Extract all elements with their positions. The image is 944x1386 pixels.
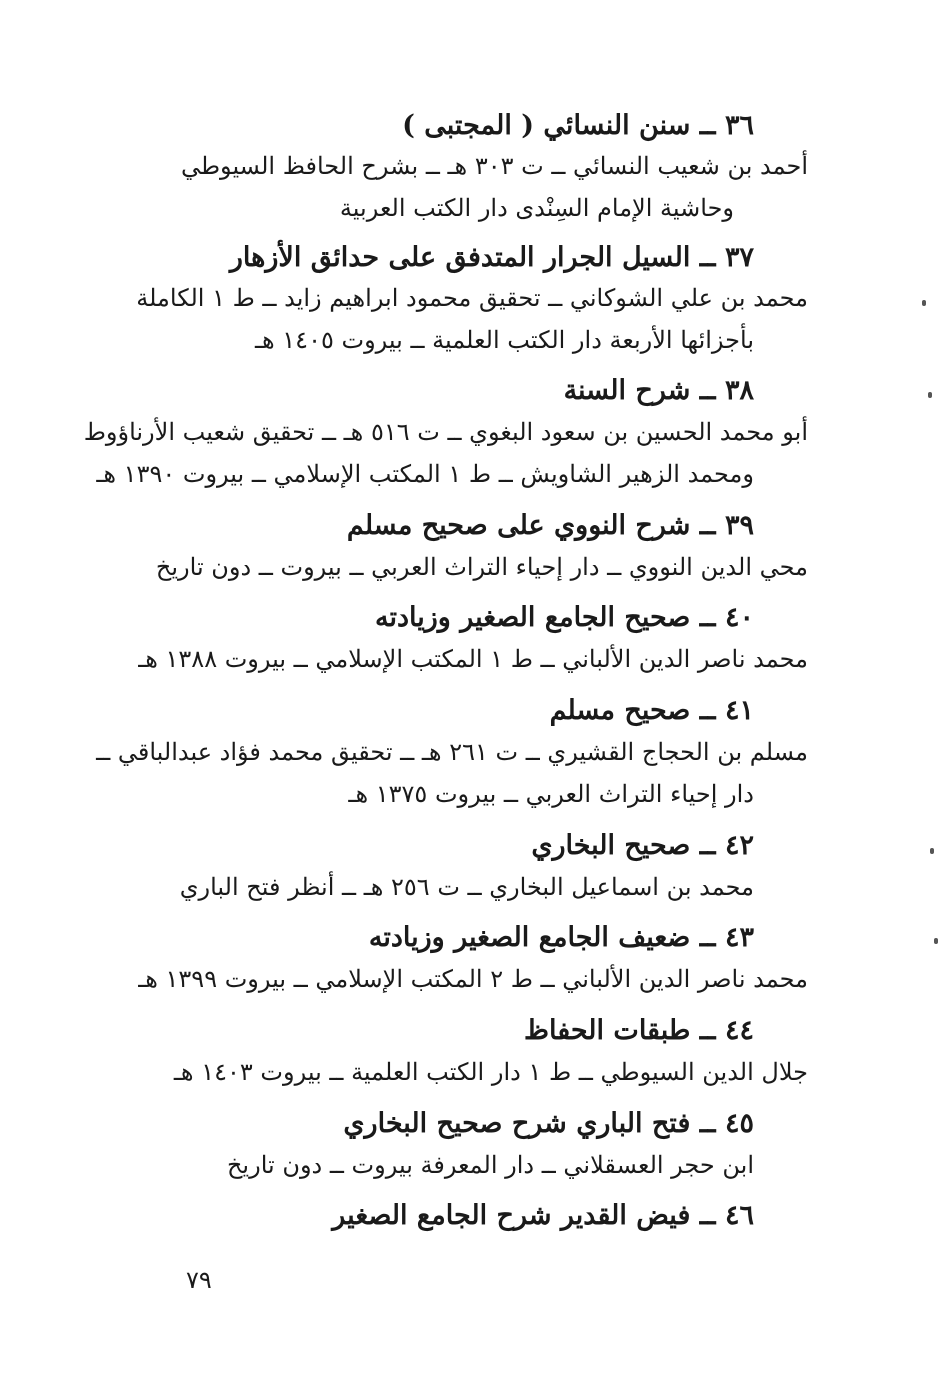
entry-line: محي الدين النووي ــ دار إحياء التراث العربي ــ بيروت ــ دون تاريخ: [155, 553, 808, 581]
scan-speck: [934, 938, 938, 944]
entry-heading: ٤٦ ــ فيض القدير شرح الجامع الصغير: [332, 1200, 754, 1231]
entry-line: ومحمد الزهير الشاويش ــ ط ١ المكتب الإسلامي ــ بيروت ١٣٩٠ هـ: [96, 460, 754, 488]
entry-line: بأجزائها الأربعة دار الكتب العلمية ــ بيروت ١٤٠٥ هـ: [254, 326, 754, 354]
entry-line: محمد بن علي الشوكاني ــ تحقيق محمود ابراهيم زايد ــ ط ١ الكاملة: [136, 284, 808, 312]
entry-line: أبو محمد الحسين بن سعود البغوي ــ ت ٥١٦ هـ ــ تحقيق شعيب الأرناؤوط: [83, 418, 808, 446]
entry-heading: ٣٧ ــ السيل الجرار المتدفق على حدائق الأزهار: [229, 242, 754, 273]
scan-speck: [928, 392, 932, 398]
entry-heading: ٣٨ ــ شرح السنة: [563, 375, 754, 406]
entry-line: محمد بن اسماعيل البخاري ــ ت ٢٥٦ هـ ــ أنظر فتح الباري: [179, 873, 754, 901]
entry-line: محمد ناصر الدين الألباني ــ ط ٢ المكتب الإسلامي ــ بيروت ١٣٩٩ هـ: [138, 965, 808, 993]
entry-line: محمد ناصر الدين الألباني ــ ط ١ المكتب الإسلامي ــ بيروت ١٣٨٨ هـ: [138, 645, 808, 673]
page-number: ٧٩: [186, 1266, 212, 1294]
scan-speck: [930, 848, 934, 854]
entry-heading: ٣٦ ــ سنن النسائي ( المجتبى ): [402, 110, 754, 141]
entry-line: أحمد بن شعيب النسائي ــ ت ٣٠٣ هـ ــ بشرح الحافظ السيوطي: [180, 152, 808, 180]
entry-line: ابن حجر العسقلاني ــ دار المعرفة بيروت ــ دون تاريخ: [226, 1151, 754, 1179]
entry-heading: ٣٩ ــ شرح النووي على صحيح مسلم: [346, 510, 754, 541]
entry-line: مسلم بن الحجاج القشيري ــ ت ٢٦١ هـ ــ تحقيق محمد فؤاد عبدالباقي ــ: [96, 738, 808, 766]
entry-heading: ٤٤ ــ طبقات الحفاظ: [524, 1015, 754, 1046]
entry-heading: ٤٣ ــ ضعيف الجامع الصغير وزيادته: [368, 922, 754, 953]
entry-line: دار إحياء التراث العربي ــ بيروت ١٣٧٥ هـ: [348, 780, 754, 808]
scan-speck: [922, 300, 926, 306]
entry-line: جلال الدين السيوطي ــ ط ١ دار الكتب العلمية ــ بيروت ١٤٠٣ هـ: [173, 1058, 808, 1086]
entry-heading: ٤١ ــ صحيح مسلم: [549, 695, 754, 726]
entry-heading: ٤٥ ــ فتح الباري شرح صحيح البخاري: [343, 1108, 754, 1139]
entry-heading: ٤٠ ــ صحيح الجامع الصغير وزيادته: [374, 602, 754, 633]
entry-heading: ٤٢ ــ صحيح البخاري: [531, 830, 754, 861]
entry-line: وحاشية الإمام السِنْدى دار الكتب العربية: [339, 194, 734, 222]
